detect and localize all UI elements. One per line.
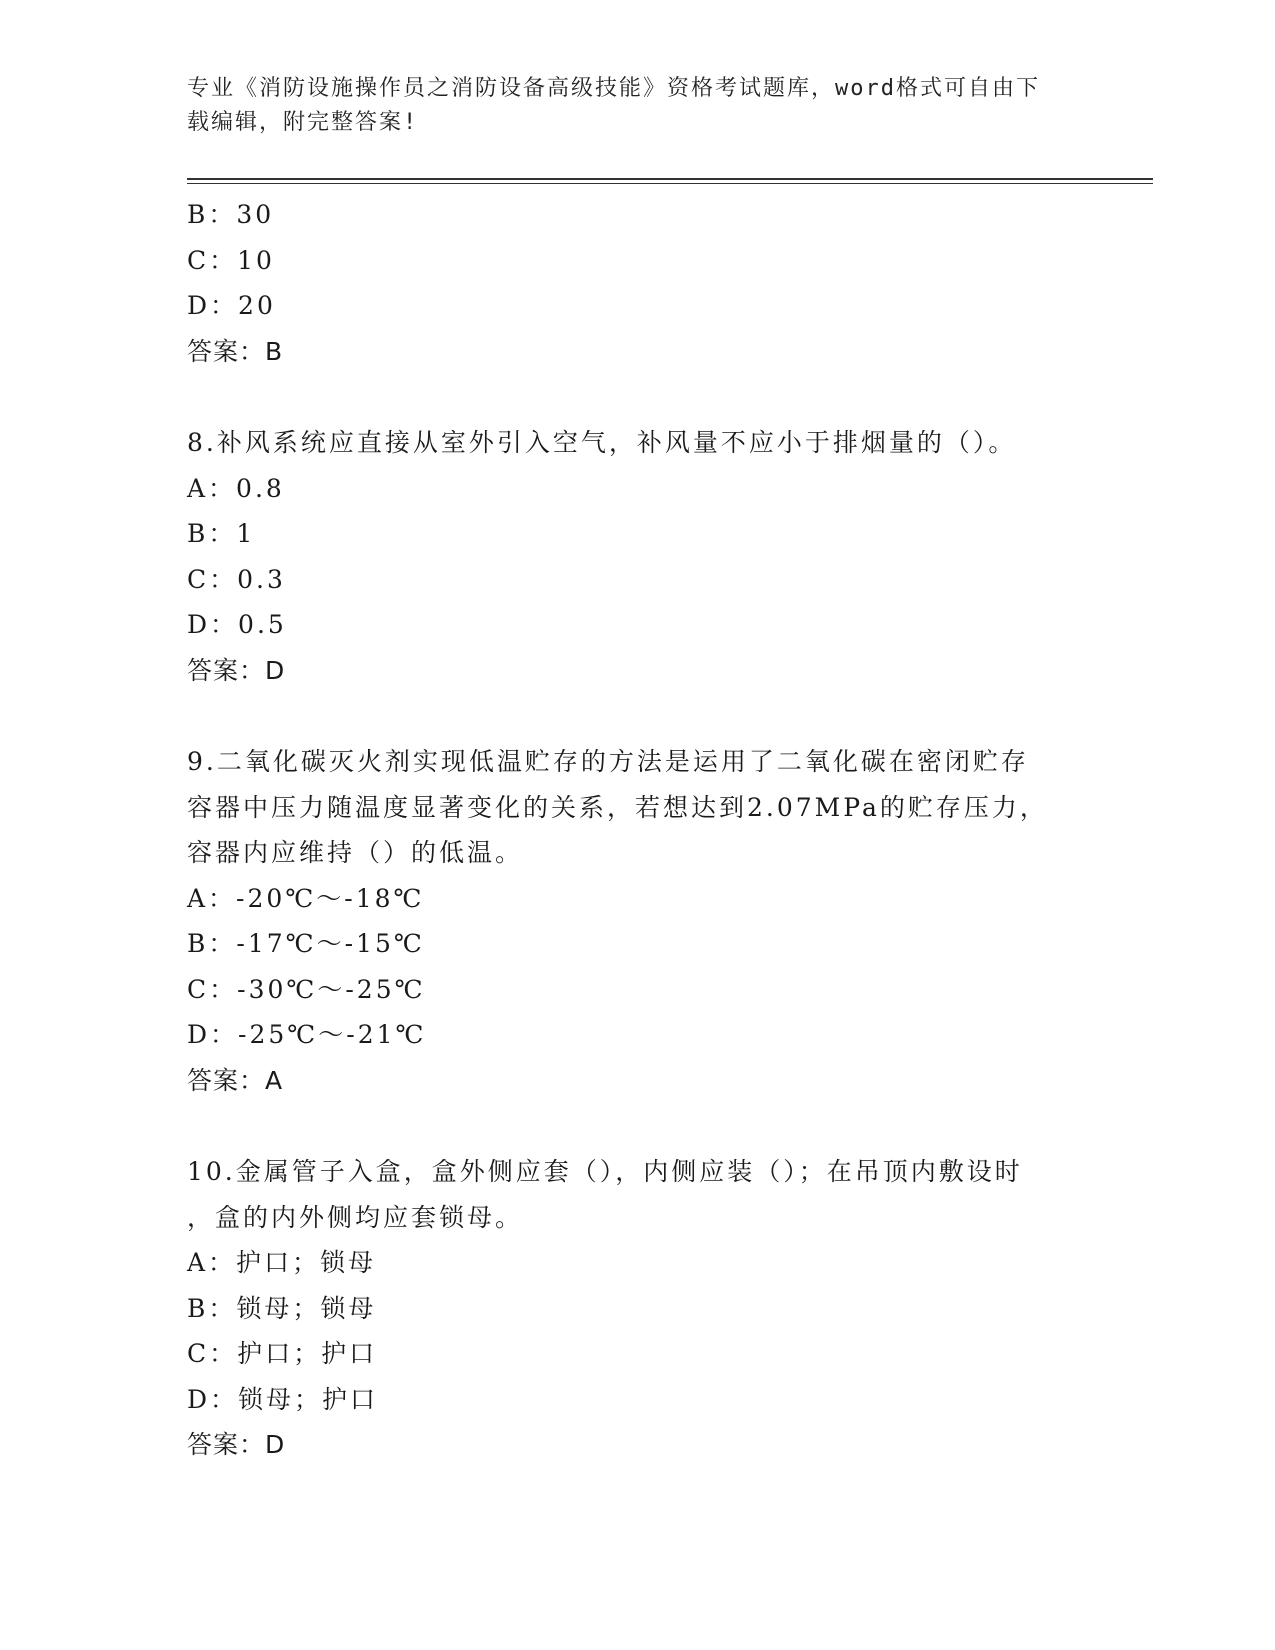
option-b: B：锁母；锁母 [187, 1293, 377, 1323]
question-9 [187, 739, 1087, 1103]
answer-line: 答案：B [187, 336, 284, 366]
question-8 [187, 420, 1087, 693]
question-text-line-2: 容器中压力随温度显著变化的关系，若想达到2.07MPa的贮存压力， [187, 792, 1048, 822]
question-text: 8.补风系统应直接从室外引入空气，补风量不应小于排烟量的（）。 [187, 428, 1017, 457]
spacer [187, 1103, 1087, 1149]
question-text-line-1: 10.金属管子入盒，盒外侧应套（），内侧应装（）；在吊顶内敷设时 [187, 1157, 1023, 1186]
header-line-1: 专业《消防设施操作员之消防设备高级技能》资格考试题库，word格式可自由下 [187, 76, 1040, 101]
continued-question [187, 192, 1087, 374]
header-line-2: 载编辑，附完整答案! [187, 110, 419, 135]
option-a: A：护口；锁母 [187, 1248, 377, 1277]
question-text-line-1: 9.二氧化碳灭火剂实现低温贮存的方法是运用了二氧化碳在密闭贮存 [187, 747, 1029, 776]
option-a: A：0.8 [187, 473, 285, 503]
option-b: B：30 [187, 200, 275, 229]
document-header [187, 72, 1087, 140]
option-d: D：-25℃～-21℃ [187, 1020, 427, 1049]
option-c: C：护口；护口 [187, 1339, 378, 1368]
answer-line: 答案：D [187, 655, 286, 685]
option-c: C：10 [187, 245, 275, 275]
option-a: A：-20℃～-18℃ [187, 883, 425, 913]
option-d: D：20 [187, 291, 276, 320]
option-d: D：锁母；护口 [187, 1384, 379, 1414]
option-b: B：-17℃～-15℃ [187, 929, 425, 958]
header-divider-thick [187, 178, 1153, 180]
question-text-line-2: ，盒的内外侧均应套锁母。 [187, 1202, 524, 1232]
spacer [187, 374, 1087, 420]
header-divider-thin [187, 183, 1153, 184]
option-c: C：-30℃～-25℃ [187, 974, 426, 1004]
option-c: C：0.3 [187, 564, 286, 594]
spacer [187, 693, 1087, 739]
answer-line: 答案：A [187, 1065, 284, 1095]
option-b: B：1 [187, 519, 256, 548]
answer-line: 答案：D [187, 1430, 286, 1459]
question-content [187, 192, 1087, 1468]
question-text-line-3: 容器内应维持（）的低温。 [187, 838, 524, 867]
option-d: D：0.5 [187, 610, 287, 639]
question-10 [187, 1149, 1087, 1468]
